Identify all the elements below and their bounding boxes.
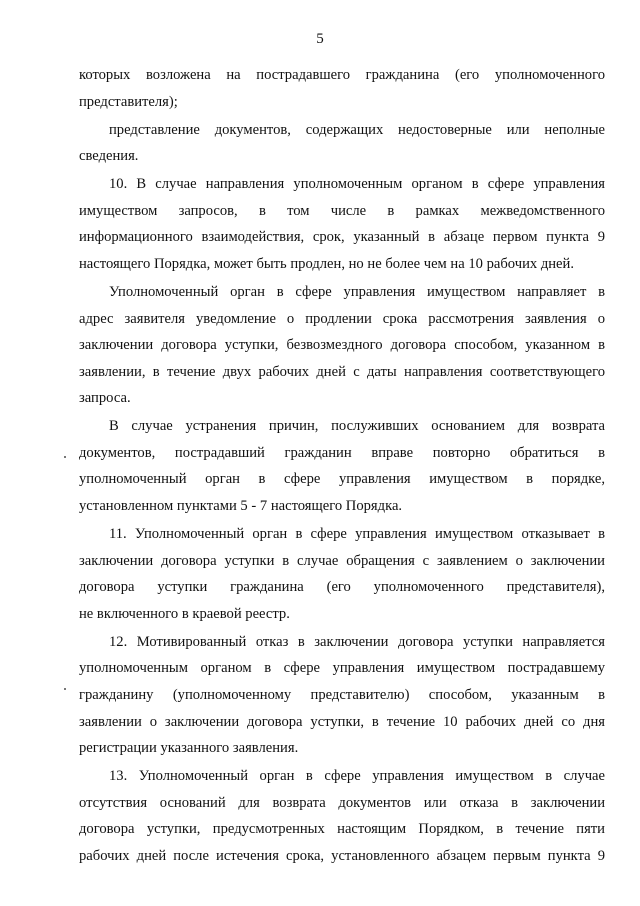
text-line: заключении договора уступки в случае обращения с заявлением о заключении <box>79 552 605 569</box>
text-line: заявлении, в течение двух рабочих дней с даты направления соответствующего <box>79 363 605 380</box>
text-line: рабочих дней после истечения срока, установленного абзацем первым пункта 9 <box>79 847 605 864</box>
text-line: гражданину (уполномоченному представителю) способом, указанным в <box>79 687 605 703</box>
text-line: которых возложена на пострадавшего гражданина (его уполномоченного <box>79 67 605 83</box>
text-line: 11. Уполномоченный орган в сфере управления имуществом отказывает в <box>109 526 605 543</box>
text-line: запроса. <box>79 390 131 407</box>
text-line: представителя); <box>79 93 178 110</box>
text-line: договора уступки, предусмотренных настоящим Порядком, в течение пяти <box>79 821 605 838</box>
text-line: уполномоченным органом в сфере управления имуществом пострадавшему <box>79 660 605 677</box>
text-line: представление документов, содержащих недостоверные или неполные <box>109 121 605 138</box>
scan-mark <box>64 688 66 690</box>
text-line: не включенного в краевой реестр. <box>79 605 290 622</box>
text-line: Уполномоченный орган в сфере управления имуществом направляет в <box>109 283 605 300</box>
text-line: 13. Уполномоченный орган в сфере управления имуществом в случае <box>109 768 605 785</box>
text-line: уполномоченный орган в сфере управления имуществом в порядке, <box>79 471 605 488</box>
text-line: информационного взаимодействия, срок, указанный в абзаце первом пункта 9 <box>79 229 605 246</box>
text-line: сведения. <box>79 148 139 165</box>
text-line: заявлении о заключении договора уступки, в течение 10 рабочих дней со дня <box>79 713 605 730</box>
paragraph <box>79 521 605 627</box>
text-line: отсутствия оснований для возврата документов или отказа в заключении <box>79 794 605 811</box>
paragraph <box>79 171 605 277</box>
text-line: договора уступки гражданина (его уполномоченного представителя), <box>79 579 605 596</box>
text-line: документов, пострадавший гражданин вправе повторно обратиться в <box>79 444 605 461</box>
text-line: настоящего Порядка, может быть продлен, но не более чем на 10 рабочих дней. <box>79 255 574 272</box>
text-line: В случае устранения причин, послуживших основанием для возврата <box>109 418 605 435</box>
paragraph <box>79 279 605 412</box>
text-line: заключении договора уступки, безвозмездного договора способом, указанном в <box>79 337 605 354</box>
scan-mark <box>64 456 66 458</box>
text-line: адрес заявителя уведомление о продлении срока рассмотрения заявления о <box>79 310 605 327</box>
text-line: регистрации указанного заявления. <box>79 740 299 757</box>
page-number: 5 <box>316 31 324 47</box>
text-line: имуществом запросов, в том числе в рамках межведомственного <box>79 202 605 219</box>
paragraph <box>79 629 605 762</box>
paragraph <box>79 62 605 115</box>
paragraph <box>79 117 605 170</box>
paragraph <box>79 413 605 519</box>
text-line: установленном пунктами 5 - 7 настоящего Порядка. <box>79 498 403 515</box>
text-line: 12. Мотивированный отказ в заключении договора уступки направляется <box>109 633 605 650</box>
document-body <box>79 62 605 870</box>
text-line: 10. В случае направления уполномоченным органом в сфере управления <box>109 176 605 193</box>
paragraph <box>79 763 605 869</box>
